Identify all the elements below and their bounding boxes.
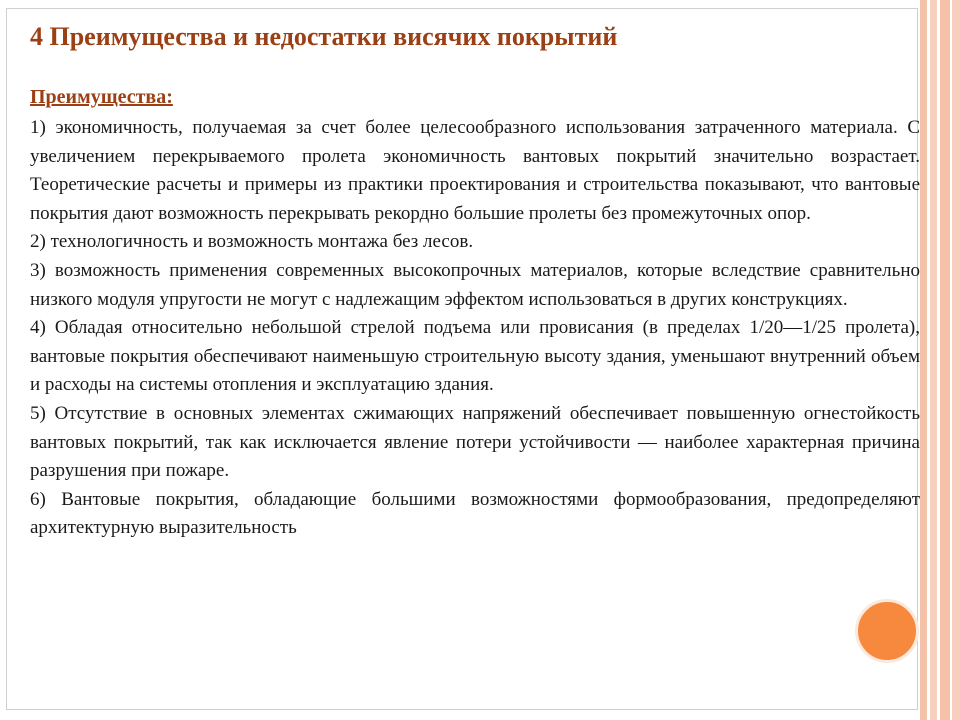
advantage-item: 6) Вантовые покрытия, обладающие большими возможностями формообразования, предопределяют архитектурную выразительность xyxy=(30,488,920,539)
stripe xyxy=(940,0,950,720)
slide-title: 4 Преимущества и недостатки висячих покрытий xyxy=(30,22,618,51)
advantages-heading: Преимущества: xyxy=(30,86,173,108)
stripe xyxy=(920,0,927,720)
stripe xyxy=(952,0,960,720)
advantage-item: 4) Обладая относительно небольшой стрелой подъема или провисания (в пределах 1/20—1/25 пролета), вантовые покрытия обеспечивают наименьшую строительную высоту здания, уменьшают внутренний объем и расходы на системы отопления и эксплуатацию здания. xyxy=(30,317,920,396)
decorative-circle xyxy=(855,599,919,663)
advantage-item: 5) Отсутствие в основных элементах сжимающих напряжений обеспечивает повышенную огнестойкость вантовых покрытий, так как исключается явление потери устойчивости — наиболее характерная причина разрушения при пожаре. xyxy=(30,402,920,482)
decorative-stripes xyxy=(920,0,960,720)
advantage-item: 3) возможность применения современных высокопрочных материалов, которые вследствие сравнительно низкого модуля упругости не могут с надлежащим эффектом использоваться в других конструкциях. xyxy=(30,259,920,310)
advantage-item: 1) экономичность, получаемая за счет более целесообразного использования затраченного материала. С увеличением перекрываемого пролета экономичность вантовых покрытий значительно возрастает. Теоретические расчеты и примеры из практики проектирования и строительства показывают, что вантовые покрытия дают возможность перекрывать рекордно большие пролеты без промежуточных опор. xyxy=(30,117,920,224)
advantages-list xyxy=(30,114,920,543)
stripe xyxy=(930,0,937,720)
advantage-item: 2) технологичность и возможность монтажа без лесов. xyxy=(30,231,474,253)
